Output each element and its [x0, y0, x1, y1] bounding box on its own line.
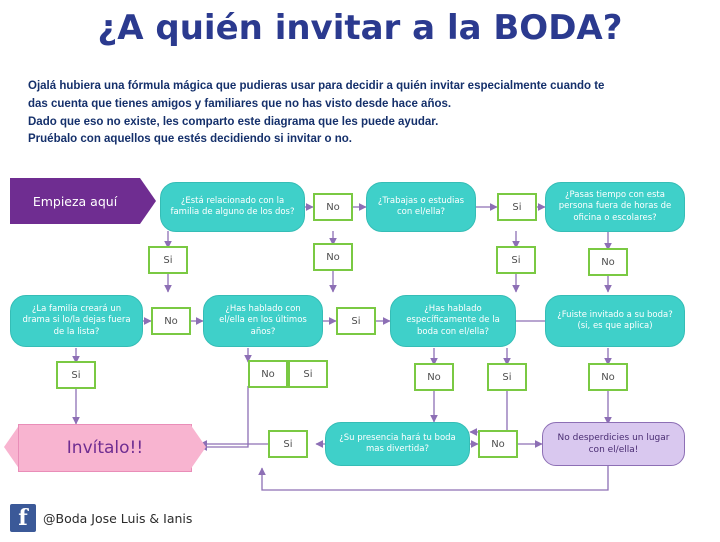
outcome-invite-ribbon[interactable]: Invítalo!!	[18, 424, 192, 472]
intro-line-2: das cuenta que tienes amigos y familiares que no has visto desde hace años.	[28, 97, 452, 110]
edge-label-si-2: Si	[148, 246, 188, 274]
outcome-node-dont-waste-seat[interactable]: No desperdicies un lugar con el/ella!	[542, 422, 685, 466]
decision-node-family-related[interactable]: ¿Está relacionado con la familia de alguno de los dos?	[160, 182, 305, 232]
edge-label-no-5: No	[248, 360, 288, 388]
decision-node-more-fun-wedding[interactable]: ¿Su presencia hará tu boda mas divertida?	[325, 422, 470, 466]
edge-label-si-3: Si	[496, 246, 536, 274]
decision-node-time-outside-office[interactable]: ¿Pasas tiempo con esta persona fuera de horas de oficina o escolares?	[545, 182, 685, 232]
start-banner-arrow	[140, 178, 156, 224]
edge-label-si-8: Si	[268, 430, 308, 458]
start-banner: Empieza aquí	[10, 178, 140, 224]
footer-handle: @Boda Jose Luis & Ianis	[43, 510, 193, 526]
edge-label-si-6: Si	[487, 363, 527, 391]
decision-node-family-drama[interactable]: ¿La familia creará un drama si lo/la dejas fuera de la lista?	[10, 295, 143, 347]
edge-label-no-4: No	[151, 307, 191, 335]
ribbon-right-tail	[190, 424, 206, 470]
intro-line-3: Dado que eso no existe, les comparto este diagrama que les puede ayudar.	[28, 115, 439, 128]
intro-line-4: Pruébalo con aquellos que estés decidiendo si invitar o no.	[28, 133, 352, 146]
intro-line-1: Ojalá hubiera una fórmula mágica que pudieras usar para decidir a quién invitar especialmente cuando te	[28, 80, 605, 92]
decision-node-spoken-recent-years[interactable]: ¿Has hablado con el/ella en los últimos años?	[203, 295, 323, 347]
decision-node-talked-about-wedding[interactable]: ¿Has hablado específicamente de la boda con el/ella?	[390, 295, 516, 347]
decision-node-invited-to-their-wedding[interactable]: ¿Fuiste invitado a su boda? (si, es que aplica)	[545, 295, 685, 347]
edge-label-si-7: Si	[288, 360, 328, 388]
edge-label-no-8: No	[478, 430, 518, 458]
edge-label-si-5: Si	[56, 361, 96, 389]
page-title: ¿A quién invitar a la BODA?	[97, 8, 623, 48]
edge-label-no-1: No	[313, 193, 353, 221]
edge-label-si-1: Si	[497, 193, 537, 221]
edge-label-no-3: No	[588, 248, 628, 276]
footer	[10, 504, 192, 532]
edge-label-no-7: No	[588, 363, 628, 391]
edge-label-si-4: Si	[336, 307, 376, 335]
intro-paragraph	[28, 78, 688, 149]
edge-label-no-2: No	[313, 243, 353, 271]
facebook-icon[interactable]: f	[10, 504, 36, 532]
edge-label-no-6: No	[414, 363, 454, 391]
decision-node-work-or-study[interactable]: ¿Trabajas o estudias con el/ella?	[366, 182, 476, 232]
